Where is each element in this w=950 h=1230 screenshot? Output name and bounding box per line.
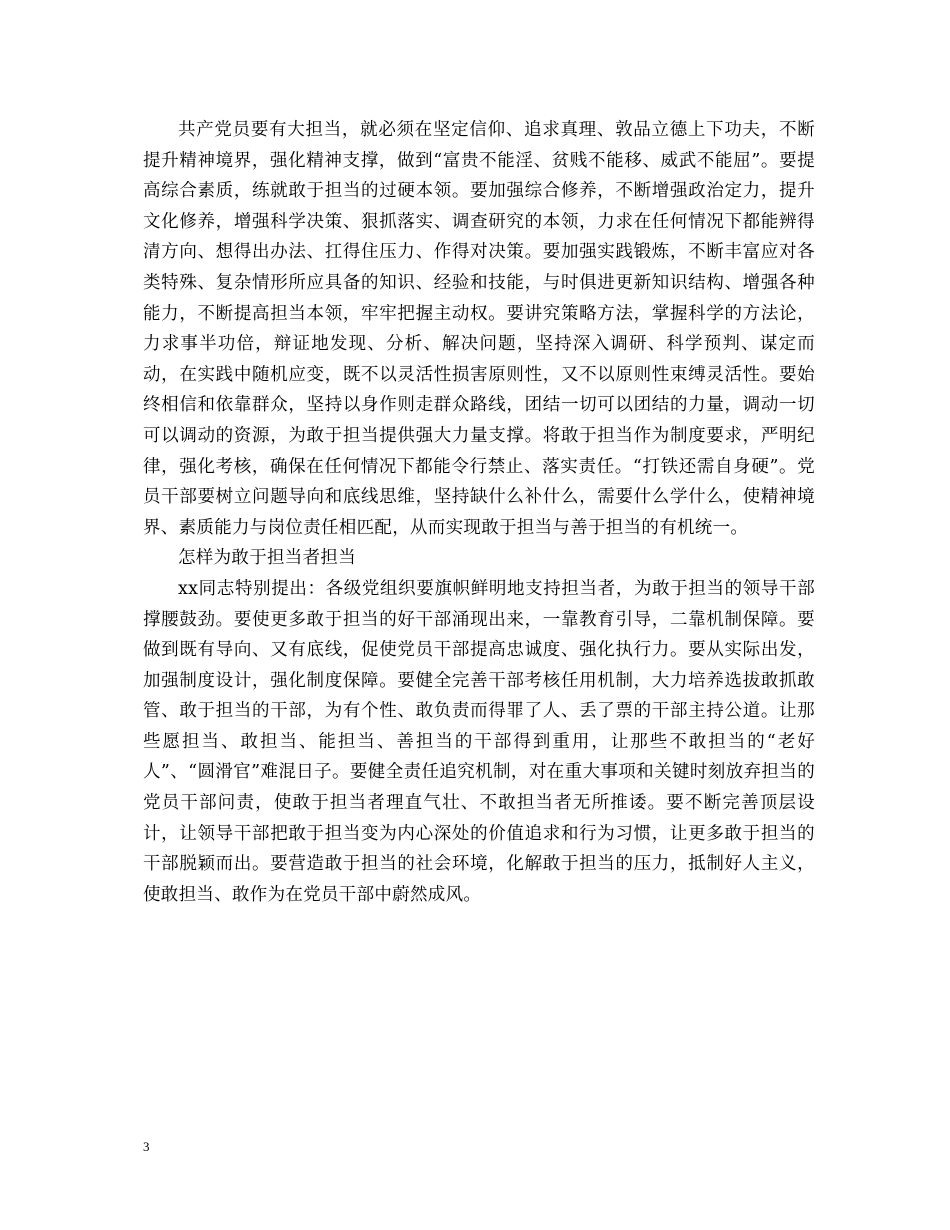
paragraph-responsibility: 共产党员要有大担当，就必须在坚定信仰、追求真理、敦品立德上下功夫，不断提升精神境界，强化精神支撑，做到“富贵不能淫、贫贱不能移、威武不能屈”。要提高综合素质，练就敢于担当的过硬本领。要加强综合修养，不断增强政治定力，提升文化修养，增强科学决策、狠抓落实、调查研究的本领，力求在任何情况下都能辨得清方向、想得出办法、扛得住压力、作得对决策。要加强实践锻炼，不断丰富应对各类特殊、复杂情形所应具备的知识、经验和技能，与时俱进更新知识结构、增强各种能力，不断提高担当本领，牢牢把握主动权。要讲究策略方法，掌握科学的方法论，力求事半功倍，辩证地发现、分析、解决问题，坚持深入调研、科学预判、谋定而动，在实践中随机应变，既不以灵活性损害原则性，又不以原则性束缚灵活性。要始终相信和依靠群众，坚持以身作则走群众路线，团结一切可以团结的力量，调动一切可以调动的资源，为敢于担当提供强大力量支撑。将敢于担当作为制度要求，严明纪律，强化考核，确保在任何情况下都能令行禁止、落实责任。“打铁还需自身硬”。党员干部要树立问题导向和底线思维，坚持缺什么补什么，需要什么学什么，使精神境界、素质能力与岗位责任相匹配，从而实现敢于担当与善于担当的有机统一。	[143, 120, 815, 538]
document-body	[143, 115, 815, 910]
page-number: 3	[143, 1139, 150, 1154]
paragraph-support: xx同志特别提出：各级党组织要旗帜鲜明地支持担当者，为敢于担当的领导干部撑腰鼓劲。要使更多敢于担当的好干部涌现出来，一靠教育引导，二靠机制保障。要做到既有导向、又有底线，促使党员干部提高忠诚度、强化执行力。要从实际出发，加强制度设计，强化制度保障。要健全完善干部考核任用机制，大力培养选拔敢抓敢管、敢于担当的干部，为有个性、敢负责而得罪了人、丢了票的干部主持公道。让那些愿担当、敢担当、能担当、善担当的干部得到重用，让那些不敢担当的“老好人”、“圆滑官”难混日子。要健全责任追究机制，对在重大事项和关键时刻放弃担当的党员干部问责，使敢于担当者理直气壮、不敢担当者无所推诿。要不断完善顶层设计，让领导干部把敢于担当变为内心深处的价值追求和行为习惯，让更多敢于担当的干部脱颖而出。要营造敢于担当的社会环境，化解敢于担当的压力，抵制好人主义，使敢担当、敢作为在党员干部中蔚然成风。	[143, 578, 815, 905]
section-heading: 怎样为敢于担当者担当	[178, 548, 356, 569]
